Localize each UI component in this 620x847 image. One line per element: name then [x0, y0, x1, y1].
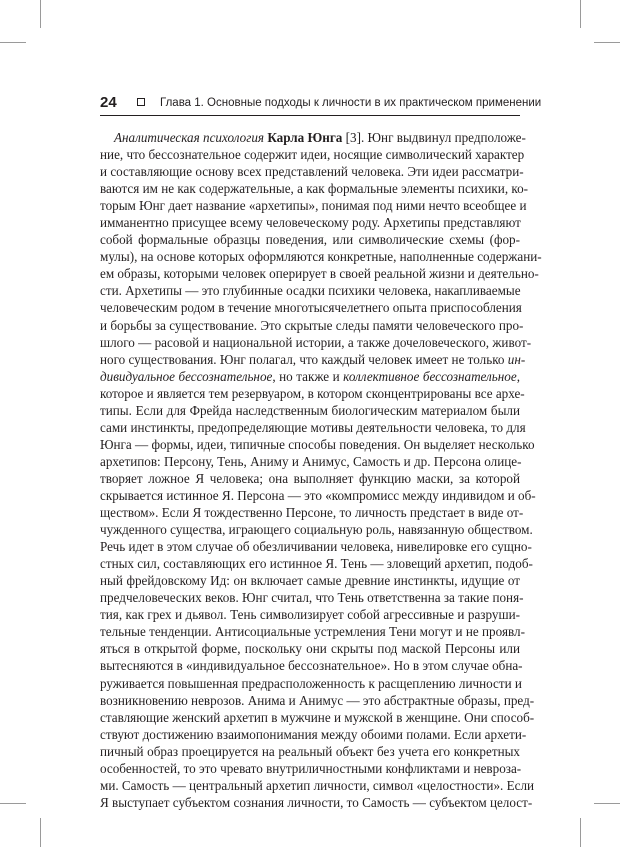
text-line [100, 470, 520, 487]
chapter-title: Глава 1. Основные подходы к личности в их практическом применении [160, 97, 542, 109]
text-run: ществом». Если Я тождественно Персоне, то личность предстает в виде от- [100, 505, 524, 521]
text-run: архетипов: Персону, Тень, Аниму и Анимус, Самость и др. Персона олице- [100, 453, 522, 469]
text-line [100, 299, 520, 316]
text-run: имманентно присущее всему человеческому роду. Архетипы представляют [100, 215, 521, 231]
text-run: ем образы, которыми человек оперирует в своей реальной жизни и деятельно- [100, 266, 539, 282]
text-run: мулы), на основе которых оформляются конкретные, наполненные содержани- [100, 249, 542, 265]
bold-text: Карла Юнга [267, 130, 343, 145]
text-line [100, 521, 533, 538]
body-paragraph [100, 129, 542, 811]
text-line [100, 282, 520, 299]
text-run: [3]. Юнг выдвинул предположе- [342, 130, 526, 145]
text-run: особенностей, то это чревато внутриличностными конфликтами и невроза- [100, 760, 522, 776]
text-run: ваются им не как содержательные, а как формальные элементы психики, ко- [100, 181, 529, 197]
text-run: торым Юнг дает название «архетипы», понимая под ними нечто всеобщее и [100, 198, 527, 214]
text-run: чужденного существа, играющего социальную роль, навязанную обществом. [100, 522, 533, 538]
text-run: ный фрейдовскому Ид: он включает самые древние инстинкты, идущие от [100, 573, 520, 589]
text-run: возникновению неврозов. Анима и Анимус — это абстрактные образы, пред- [100, 692, 535, 708]
text-run: творяет ложное Я человека; она выполняет функцию маски, за которой [100, 470, 520, 486]
text-line [100, 129, 526, 146]
text-run: тельные тенденции. Антисоциальные устремления Тени могут и не проявл- [100, 624, 525, 640]
text-line [100, 163, 524, 180]
text-line [100, 760, 520, 777]
text-line [100, 231, 520, 248]
text-run: пичный образ проецируется на реальный объект без учета его конкретных [100, 743, 520, 759]
italic-text: ин- [507, 351, 526, 367]
text-line [100, 453, 520, 470]
text-line [100, 504, 524, 521]
crop-mark [40, 818, 41, 847]
text-line [100, 555, 533, 572]
crop-mark [580, 0, 581, 28]
text-line [100, 146, 525, 163]
text-line [100, 589, 524, 606]
text-line [100, 180, 529, 197]
text-line [100, 265, 539, 282]
text-line [100, 334, 532, 351]
text-line [100, 538, 532, 555]
text-run: стных сил, составляющих его истинное Я. Тень — зловещий архетип, подоб- [100, 556, 533, 572]
text-line [100, 657, 523, 674]
text-run: яться в открытой форме, поскольку они скрыты под маской Персоны или [100, 641, 520, 657]
text-line [100, 419, 526, 436]
text-run: Я выступает субъектом сознания личности, то Самость — субъектом целост- [100, 794, 533, 810]
text-line [100, 402, 520, 419]
crop-mark [0, 42, 26, 43]
italic-text: дивидуальное бессознательное [100, 368, 273, 384]
text-run: ствуют достижению взаимопонимания между обоими полами. Если архети- [100, 726, 527, 742]
text-line [100, 214, 520, 231]
text-run: ми. Самость — центральный архетип личности, символ «целостности». Если [100, 777, 535, 793]
text-run: ставляющие женский архетип в мужчине и мужской в женщине. Они способ- [100, 709, 535, 725]
text-run: человеческим родом в течение многотысячелетнего опыта приспособления [100, 300, 522, 316]
checkbox-ornament-icon [137, 98, 145, 106]
crop-mark [0, 803, 26, 804]
text-line [100, 248, 542, 265]
crop-mark [594, 42, 620, 43]
text-line [100, 351, 526, 368]
text-line [100, 385, 525, 402]
crop-mark [580, 818, 581, 847]
text-line [100, 317, 524, 334]
text-run: , [516, 368, 520, 384]
text-run: , но также и [272, 368, 344, 384]
text-line [100, 436, 535, 453]
text-line [100, 794, 533, 811]
text-run: сти. Архетипы — это глубинные осадки психики человека, накапливаемые [100, 283, 521, 299]
text-run: руживается повышенная предрасположенность к расщеплению личности и [100, 675, 522, 691]
text-run: скрывается истинное Я. Персона — это «компромисс между индивидом и об- [100, 487, 536, 503]
text-line [100, 777, 535, 794]
text-run: которое и является тем резервуаром, в котором сконцентрированы все архе- [100, 385, 525, 401]
italic-text: Аналитическая психология [114, 130, 265, 145]
text-line [100, 640, 520, 657]
text-run: тия, как грех и дьявол. Тень символизирует собой агрессивные и разруши- [100, 607, 520, 623]
text-line [100, 623, 525, 640]
text-line [100, 572, 520, 589]
text-line [100, 709, 535, 726]
text-run: вытесняются в «индивидуальное бессознательное». Но в этом случае обна- [100, 658, 523, 674]
text-run: ного существования. Юнг полагал, что каждый человек имеет не только [100, 351, 508, 367]
italic-text: коллективное бессознательное [343, 368, 517, 384]
text-line [100, 726, 527, 743]
text-line [100, 743, 520, 760]
text-run: Юнга — формы, идеи, типичные способы поведения. Он выделяет несколько [100, 436, 535, 452]
text-run: типы. Если для Фрейда наследственным биологическим материалом были [100, 402, 520, 418]
crop-mark [594, 803, 620, 804]
text-run: собой формальные образцы поведения, или символические схемы (фор- [100, 232, 520, 248]
text-run: ние, что бессознательное содержит идеи, носящие символический характер [100, 147, 525, 163]
text-run: предчеловеческих веков. Юнг считал, что Тень ответственна за такие поня- [100, 590, 524, 606]
text-line [100, 197, 527, 214]
text-run: Речь идет в этом случае об обезличивании человека, нивелировке его сущно- [100, 539, 532, 555]
text-run: и борьбы за существование. Это скрытые следы памяти человеческого про- [100, 317, 524, 333]
text-run: шлого — расовой и национальной истории, а также дочеловеческого, живот- [100, 334, 532, 350]
header-rule [100, 115, 520, 116]
crop-mark [40, 0, 41, 28]
text-line [100, 368, 520, 385]
text-run: и составляющие основу всех представлений человека. Эти идеи рассматри- [100, 164, 524, 180]
running-header [100, 94, 542, 116]
text-run: сами инстинкты, предопределяющие мотивы деятельности человека, то для [100, 419, 526, 435]
text-line [100, 692, 535, 709]
page-number: 24 [100, 94, 117, 111]
text-line [100, 487, 536, 504]
text-line [100, 606, 520, 623]
text-line [100, 675, 520, 692]
